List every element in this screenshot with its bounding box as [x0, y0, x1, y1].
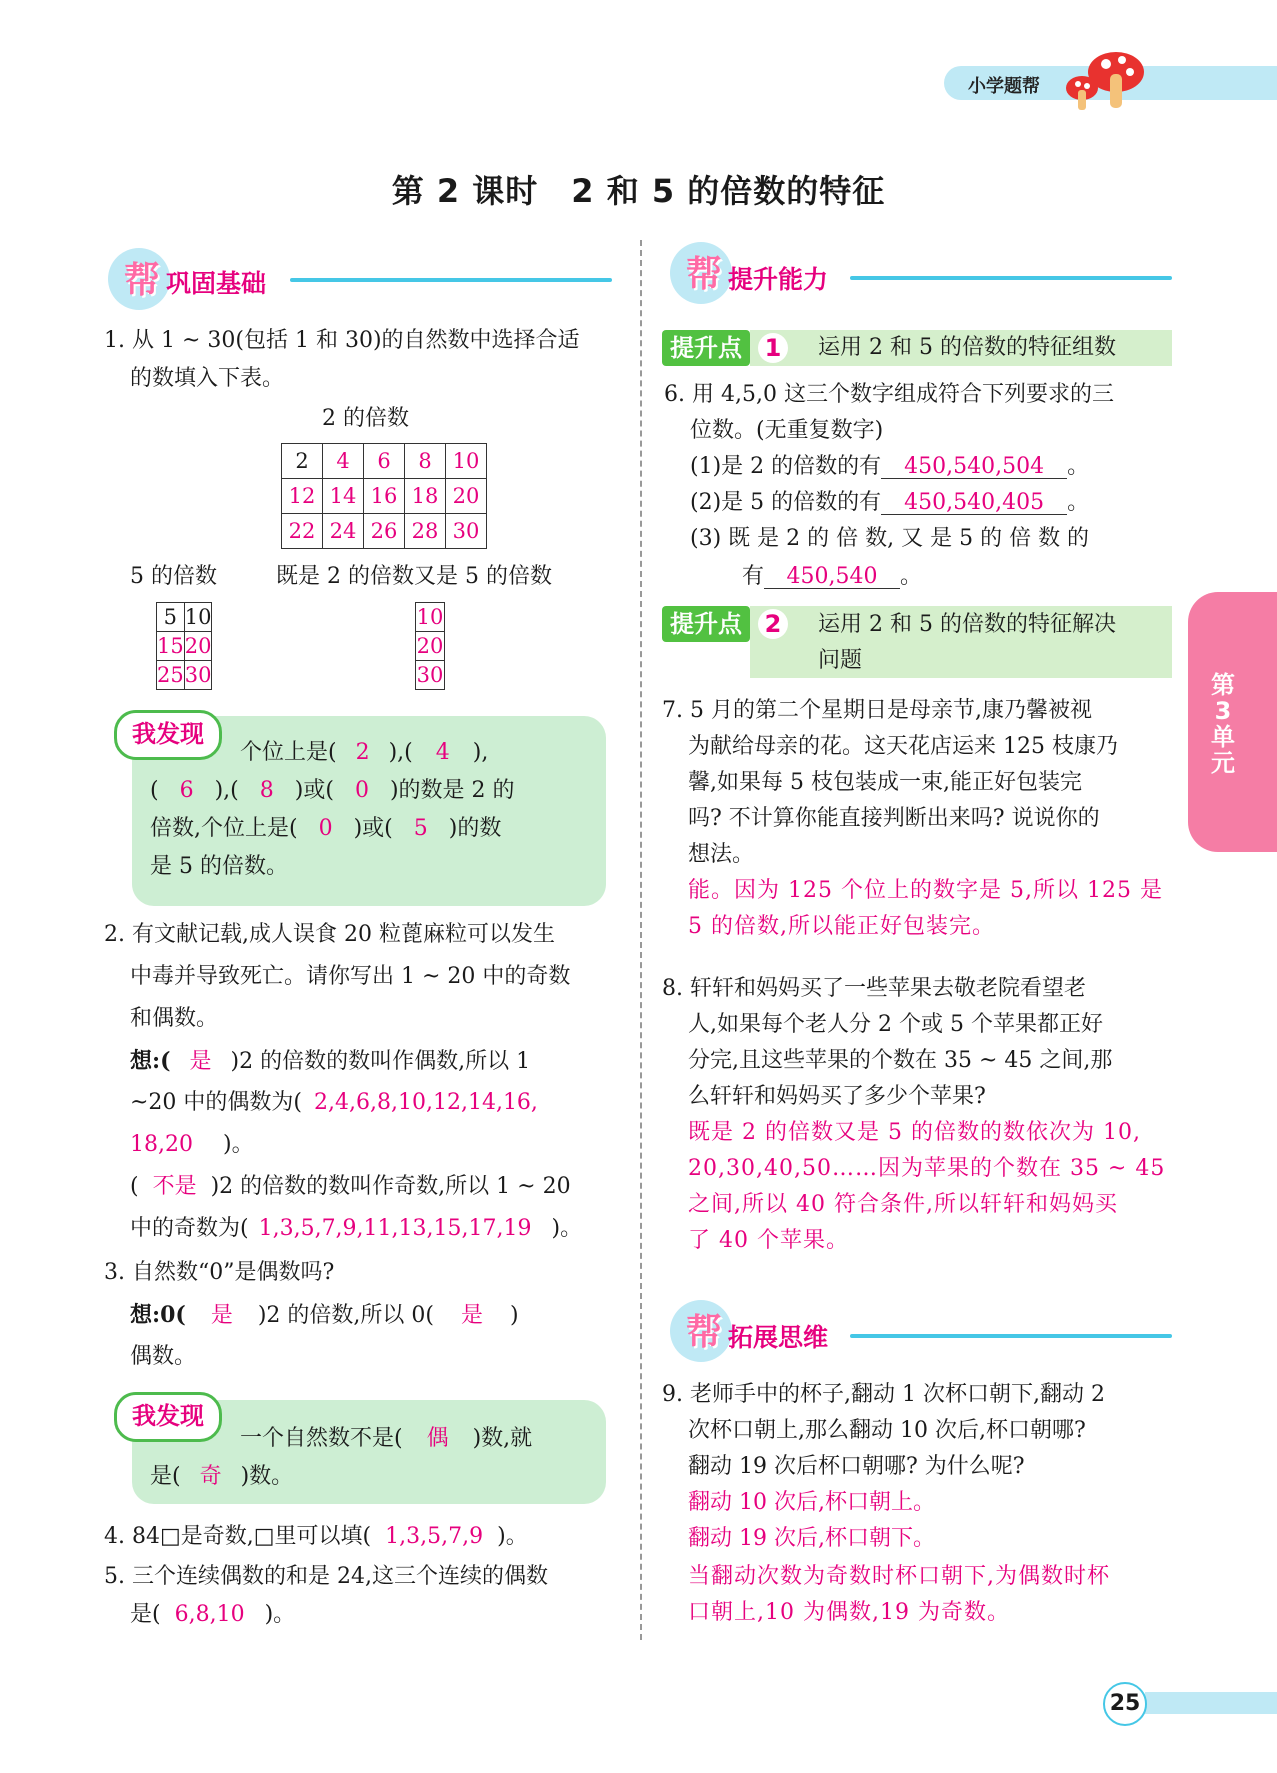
discovery-line2 — [150, 780, 515, 802]
text: )数,就 — [472, 1426, 533, 1451]
text: )。 — [222, 1132, 254, 1157]
q7-line1: 7. 5 月的第二个星期日是母亲节,康乃馨被视 — [662, 698, 1092, 723]
q1-stem-line1: 1. 从 1 ~ 30(包括 1 和 30)的自然数中选择合适 — [104, 328, 580, 353]
answer: 0 — [354, 778, 369, 803]
table-multiples-of-5 — [156, 602, 212, 690]
q8-answer2: 20,30,40,50……因为苹果的个数在 35 ~ 45 — [688, 1156, 1166, 1181]
q6-part3: (3) 既 是 2 的 倍 数, 又 是 5 的 倍 数 的 — [690, 526, 1090, 551]
table-row — [416, 661, 445, 690]
section-expand-bang: 帮 — [686, 1312, 723, 1353]
table-cell: 20 — [184, 632, 212, 661]
table-cell: 30 — [446, 514, 487, 549]
q2-line2: 中毒并导致死亡。请你写出 1 ~ 20 中的奇数 — [130, 964, 571, 989]
table-row — [416, 632, 445, 661]
q8-line1: 8. 轩轩和妈妈买了一些苹果去敬老院看望老 — [662, 976, 1086, 1001]
answer: 1,3,5,7,9,11,13,15,17,19 — [258, 1216, 532, 1241]
q7-line3: 馨,如果每 5 枝包装成一束,能正好包装完 — [688, 770, 1082, 795]
focus-text: 问题 — [818, 648, 863, 673]
answer: 是 — [189, 1049, 212, 1074]
unit-side-label: 第3单元 — [1211, 671, 1235, 777]
text: 。 — [1067, 454, 1090, 479]
table-row — [282, 444, 487, 479]
q8-line4: 么轩轩和妈妈买了多少个苹果? — [688, 1084, 986, 1109]
table-cell: 24 — [323, 514, 364, 549]
discovery-line1 — [240, 742, 488, 764]
answer: 2,4,6,8,10,12,14,16, — [314, 1090, 538, 1115]
page-number: 25 — [1103, 1682, 1147, 1726]
table5-title: 5 的倍数 — [130, 564, 217, 589]
answer: 4 — [435, 740, 450, 765]
discovery-line4: 是 5 的倍数。 — [150, 854, 288, 879]
q7-answer1: 能。因为 125 个位上的数字是 5,所以 125 是 — [688, 878, 1163, 903]
text: ),( — [214, 778, 239, 803]
answer: 6,8,10 — [174, 1602, 245, 1627]
q6-part3b — [742, 566, 922, 589]
text: ), — [472, 740, 489, 765]
focus-text: 运用 2 和 5 的倍数的特征解决 — [818, 612, 1116, 637]
answer: 18,20 — [130, 1132, 193, 1157]
q7-line4: 吗? 不计算你能直接判断出来吗? 说说你的 — [688, 806, 1100, 831]
section-basic-title: 巩固基础 — [166, 269, 267, 298]
text: )2 的倍数,所以 0( — [257, 1303, 434, 1328]
q3-line1: 3. 自然数“0”是偶数吗? — [104, 1260, 335, 1285]
text: 4. 84□是奇数,□里可以填( — [104, 1524, 372, 1549]
q9-line2: 次杯口朝上,那么翻动 10 次后,杯口朝哪? — [688, 1418, 1086, 1443]
text: 个位上是( — [240, 740, 337, 765]
table25-title: 既是 2 的倍数又是 5 的倍数 — [276, 564, 552, 589]
table-cell: 28 — [405, 514, 446, 549]
table-row — [282, 514, 487, 549]
table-row — [416, 603, 445, 632]
text: 想:( — [130, 1048, 171, 1074]
q6-line1: 6. 用 4,5,0 这三个数字组成符合下列要求的三 — [664, 382, 1114, 407]
brand-name: 小学题帮 — [968, 76, 1040, 97]
section-line — [290, 278, 612, 282]
table-cell: 22 — [282, 514, 323, 549]
discovery-badge: 我发现 — [114, 710, 222, 760]
table-cell: 18 — [405, 479, 446, 514]
text: ) — [509, 1303, 519, 1328]
answer: 是 — [460, 1303, 483, 1328]
table-cell: 20 — [416, 632, 445, 661]
table-cell: 16 — [364, 479, 405, 514]
answer: 450,540,405 — [881, 492, 1067, 515]
table-cell: 6 — [364, 444, 405, 479]
table2-title: 2 的倍数 — [322, 406, 409, 431]
column-divider — [640, 240, 642, 1640]
q4-line — [104, 1526, 528, 1548]
q3-line2 — [130, 1304, 519, 1327]
text: 。 — [900, 564, 923, 589]
table-row — [157, 632, 212, 661]
q7-line5: 想法。 — [688, 842, 755, 867]
answer: 是 — [210, 1303, 233, 1328]
table-cell: 8 — [405, 444, 446, 479]
q8-line2: 人,如果每个老人分 2 个或 5 个苹果都正好 — [688, 1012, 1103, 1037]
table-row — [157, 661, 212, 690]
section-expand-title: 拓展思维 — [728, 1323, 829, 1352]
q2-line7 — [130, 1176, 571, 1198]
mushroom-icon — [1060, 44, 1150, 116]
focus-number: 1 — [758, 333, 788, 363]
text: ( — [150, 778, 159, 803]
text: )的数是 2 的 — [389, 778, 515, 803]
section-improve-bang: 帮 — [686, 254, 723, 295]
page-title: 第 2 课时 2 和 5 的倍数的特征 — [391, 172, 886, 210]
table-cell: 12 — [282, 479, 323, 514]
table-cell: 5 — [157, 603, 185, 632]
q8-line3: 分完,且这些苹果的个数在 35 ~ 45 之间,那 — [688, 1048, 1113, 1073]
q9-answer1: 翻动 10 次后,杯口朝上。 — [688, 1490, 935, 1515]
table-cell: 26 — [364, 514, 405, 549]
q2-line8 — [130, 1218, 582, 1240]
text: 中的奇数为( — [130, 1216, 249, 1241]
q3-line3: 偶数。 — [130, 1344, 197, 1369]
text: 有 — [742, 564, 765, 589]
q7-line2: 为献给母亲的花。这天花店运来 125 枝康乃 — [688, 734, 1118, 759]
text: 是( — [130, 1602, 161, 1627]
text: (1)是 2 的倍数的有 — [690, 454, 882, 479]
q2-line5 — [130, 1092, 538, 1114]
answer: 8 — [259, 778, 274, 803]
table-cell: 10 — [416, 603, 445, 632]
q9-line3: 翻动 19 次后杯口朝哪? 为什么呢? — [688, 1454, 1025, 1479]
text: )2 的倍数的数叫作奇数,所以 1 ~ 20 — [210, 1174, 571, 1199]
q6-part1 — [690, 456, 1089, 479]
table-multiples-of-2 — [281, 443, 487, 549]
answer: 5 — [413, 816, 428, 841]
focus-tag: 提升点 — [662, 330, 750, 366]
text: 是( — [150, 1464, 181, 1489]
footer-bar — [1145, 1692, 1277, 1714]
text: 。 — [1067, 490, 1090, 515]
q9-answer2: 翻动 19 次后,杯口朝下。 — [688, 1526, 935, 1551]
q7-answer2: 5 的倍数,所以能正好包装完。 — [688, 914, 995, 939]
text: 想:0( — [130, 1302, 186, 1328]
discovery2-line2 — [150, 1466, 293, 1488]
text: ),( — [388, 740, 413, 765]
q2-line3: 和偶数。 — [130, 1006, 219, 1031]
q6-part2 — [690, 492, 1089, 515]
q1-stem-line2: 的数填入下表。 — [130, 366, 285, 391]
text: )。 — [551, 1216, 583, 1241]
table-multiples-of-2-and-5 — [415, 602, 445, 690]
answer: 6 — [179, 778, 194, 803]
q8-answer4: 了 40 个苹果。 — [688, 1228, 849, 1253]
table-cell: 30 — [416, 661, 445, 690]
table-cell: 14 — [323, 479, 364, 514]
discovery-line3 — [150, 818, 501, 840]
answer: 2 — [355, 740, 370, 765]
text: ( — [130, 1174, 139, 1199]
text: )2 的倍数的数叫作偶数,所以 1 — [230, 1049, 531, 1074]
answer: 450,540 — [764, 566, 900, 589]
table-row — [157, 603, 212, 632]
discovery2-line1 — [240, 1428, 532, 1450]
q9-line1: 9. 老师手中的杯子,翻动 1 次杯口朝下,翻动 2 — [662, 1382, 1105, 1407]
answer: 奇 — [199, 1464, 222, 1489]
answer: 450,540,504 — [881, 456, 1067, 479]
focus-text: 运用 2 和 5 的倍数的特征组数 — [818, 335, 1116, 360]
table-cell: 25 — [157, 661, 185, 690]
table-cell: 4 — [323, 444, 364, 479]
q5-line2 — [130, 1604, 295, 1626]
discovery-badge: 我发现 — [114, 1392, 222, 1442]
text: )数。 — [240, 1464, 294, 1489]
table-cell: 30 — [184, 661, 212, 690]
q6-line2: 位数。(无重复数字) — [690, 418, 884, 443]
text: 一个自然数不是( — [240, 1426, 403, 1451]
q9-answer4: 口朝上,10 为偶数,19 为奇数。 — [688, 1600, 1010, 1625]
section-line — [850, 276, 1172, 280]
text: ~20 中的偶数为( — [130, 1090, 303, 1115]
q9-answer3: 当翻动次数为奇数时杯口朝下,为偶数时杯 — [688, 1564, 1110, 1589]
text: )的数 — [448, 816, 502, 841]
section-improve-title: 提升能力 — [728, 265, 829, 294]
answer: 不是 — [152, 1174, 197, 1199]
table-cell: 20 — [446, 479, 487, 514]
table-cell: 10 — [184, 603, 212, 632]
focus-tag: 提升点 — [662, 606, 750, 642]
answer: 0 — [318, 816, 333, 841]
text: )。 — [264, 1602, 296, 1627]
focus-number: 2 — [758, 609, 788, 639]
text: )或( — [294, 778, 334, 803]
text: )。 — [497, 1524, 528, 1549]
q2-line4 — [130, 1050, 530, 1073]
section-line — [850, 1334, 1172, 1338]
q2-line6 — [130, 1134, 254, 1156]
text: (2)是 5 的倍数的有 — [690, 490, 882, 515]
table-cell: 2 — [282, 444, 323, 479]
text: )或( — [353, 816, 393, 841]
answer: 1,3,5,7,9 — [385, 1524, 484, 1549]
q8-answer1: 既是 2 的倍数又是 5 的倍数的数依次为 10, — [688, 1120, 1141, 1145]
q2-line1: 2. 有文献记载,成人误食 20 粒蓖麻粒可以发生 — [104, 922, 555, 947]
q8-answer3: 之间,所以 40 符合条件,所以轩轩和妈妈买 — [688, 1192, 1118, 1217]
table-row — [282, 479, 487, 514]
table-cell: 15 — [157, 632, 185, 661]
table-cell: 10 — [446, 444, 487, 479]
text: 倍数,个位上是( — [150, 816, 298, 841]
q5-line1: 5. 三个连续偶数的和是 24,这三个连续的偶数 — [104, 1564, 548, 1589]
section-basic-bang: 帮 — [124, 260, 161, 301]
answer: 偶 — [426, 1426, 449, 1451]
